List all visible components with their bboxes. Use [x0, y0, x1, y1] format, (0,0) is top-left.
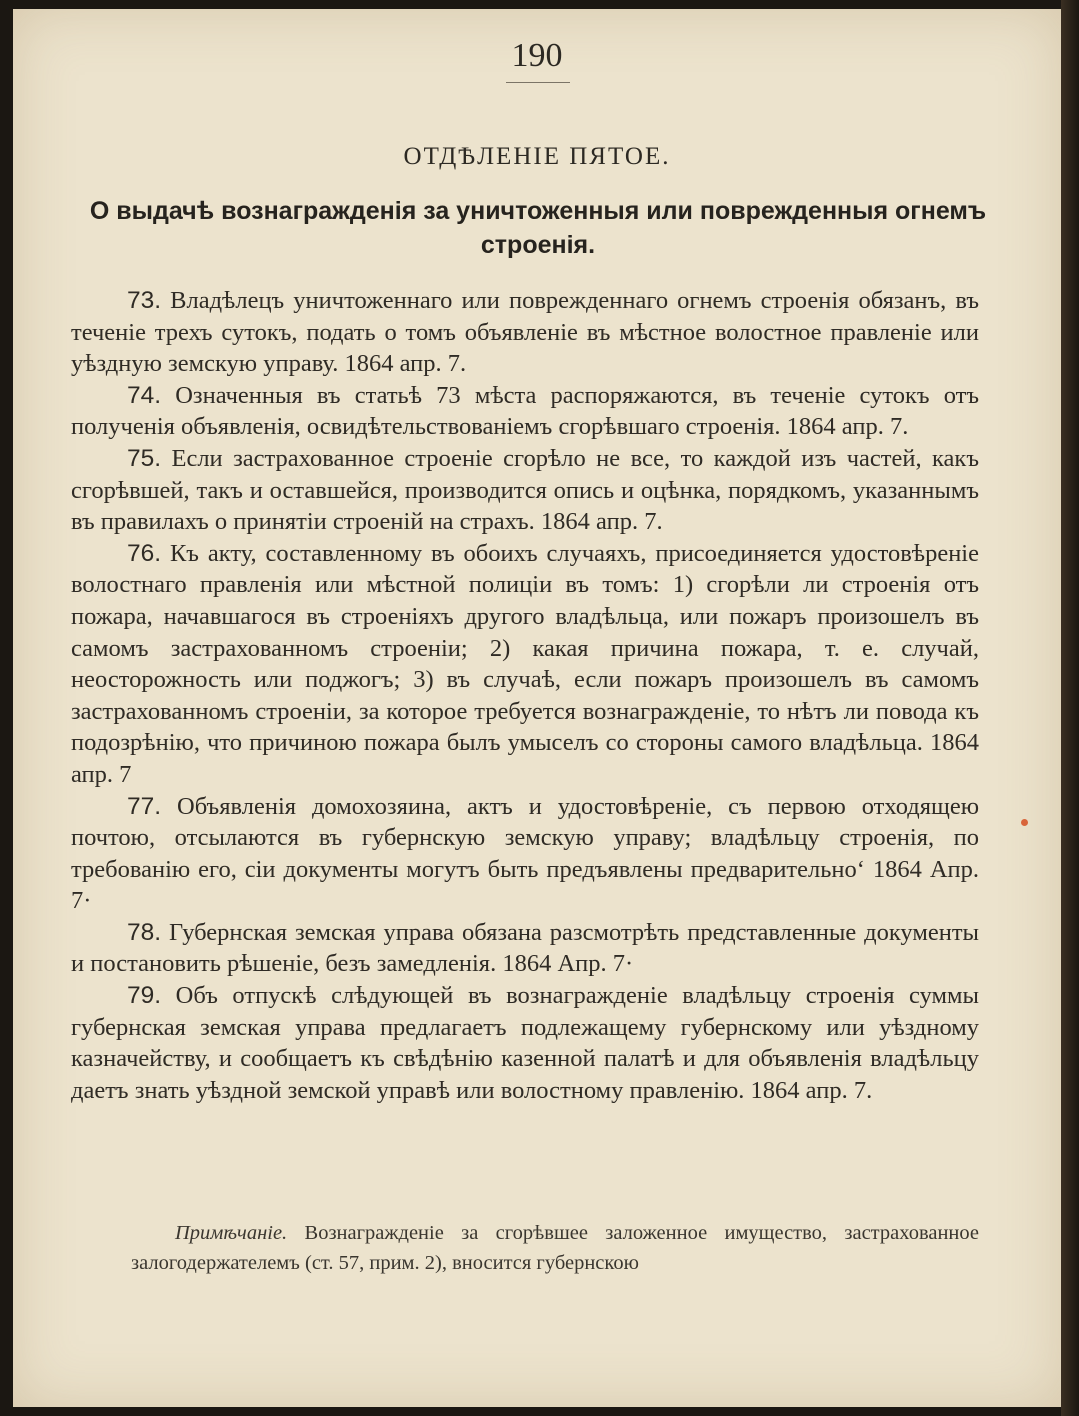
article-number: 74. [127, 381, 162, 409]
article-73 [71, 285, 979, 380]
article-number: 79. [127, 982, 162, 1010]
article-number: 73. [127, 287, 162, 314]
document-page [13, 9, 1061, 1407]
article-number: 75. [127, 444, 162, 472]
article-77 [71, 791, 979, 917]
page-edge [1061, 0, 1079, 1416]
article-79 [71, 980, 979, 1106]
article-text: Означенныя въ статьѣ 73 мѣста распоряжаются, въ теченіе сутокъ отъ полученія объявленія, освидѣтельствованіемъ сгорѣвшаго строенія. 1864 апр. 7. [71, 381, 980, 441]
footnote [131, 1218, 979, 1278]
footnote-text: Вознагражденіе за сгорѣвшее заложенное имущество, застрахованное залогодержателемъ (ст. 57, прим. 2), вносится губернскою [131, 1222, 979, 1274]
article-number: 78. [127, 918, 162, 946]
article-78 [71, 917, 979, 980]
article-number: 76. [127, 539, 162, 567]
page-number-rule [506, 82, 570, 83]
article-text: Губернская земская управа обязана разсмотрѣть представленные документы и постановить рѣшеніе, безъ замедленія. 1864 Апр. 7· [71, 918, 979, 978]
article-text: Если застрахованное строеніе сгорѣло не все, то каждой изъ частей, какъ сгорѣвшей, такъ и оставшейся, производится опись и оцѣнка, порядкомъ, указаннымъ въ правилахъ о принятіи строеній на страхъ. 1864 апр. 7. [71, 444, 979, 536]
section-title: ОТДѢЛЕНІЕ ПЯТОЕ. [403, 143, 671, 170]
article-text: Владѣлецъ уничтоженнаго или поврежденнаго огнемъ строенія обязанъ, въ теченіе трехъ сутокъ, подать о томъ объявленіе въ мѣстное волостное правленіе или уѣздную земскую управу. 1864 апр. 7. [71, 287, 980, 378]
article-76 [71, 538, 979, 791]
articles-body [71, 285, 979, 1106]
article-75 [71, 443, 979, 538]
article-number: 77. [127, 792, 162, 820]
article-text: Объявленія домохозяина, актъ и удостовѣреніе, съ первою отходящею почтою, отсылаются въ губернскую земскую управу; владѣльцу строенія, по требованію его, сіи документы могутъ быть предъявлены предварительно‘ 1864 Апр. 7· [71, 792, 980, 915]
article-74 [71, 380, 979, 443]
article-text: Объ отпускѣ слѣдующей въ вознагражденіе владѣльцу строенія суммы губернская земская управа предлагаетъ подлежащему губернскому или уѣздному казначейству, и сообщаетъ къ свѣдѣнію казенной палатѣ и для объявленія владѣльцу даетъ знать уѣздной земской управѣ или волостному правленію. 1864 апр. 7. [71, 982, 979, 1104]
margin-mark [1021, 819, 1028, 826]
article-text: Къ акту, составленному въ обоихъ случаяхъ, присоединяется удостовѣреніе волостнаго правленія или мѣстной полиціи въ томъ: 1) сгорѣли ли строенія отъ пожара, начавшагося въ строеніяхъ другого владѣльца, или пожаръ произошелъ въ самомъ застрахованномъ строеніи; 2) какая причина пожара, т. е. случай, неосторожность или поджогъ; 3) въ случаѣ, если пожаръ произошелъ въ самомъ застрахованномъ строеніи, за которое требуется вознагражденіе, то нѣтъ ли повода къ подозрѣнію, что причиною пожара былъ умыселъ со стороны самого владѣльца. 1864 апр. 7 [71, 539, 979, 788]
page-number: 190 [511, 37, 563, 74]
footnote-label: Примѣчаніе. [175, 1222, 288, 1244]
chapter-heading: О выдачѣ вознагражденія за уничтоженныя или поврежденныя огнемъ строенія. [89, 197, 987, 259]
